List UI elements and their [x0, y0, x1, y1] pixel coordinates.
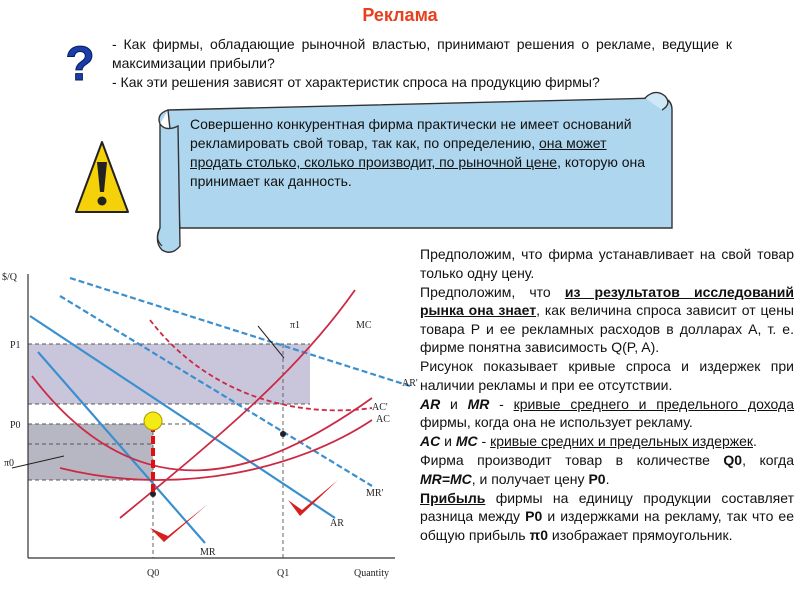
scroll-tail: , которую она принимает как данность.: [190, 154, 646, 189]
question-mark-icon: [60, 38, 100, 84]
para-5: AC и MC - кривые средних и предельных издержек.: [420, 433, 757, 449]
pi1-rectangle: [28, 344, 310, 404]
question-1: - Как фирмы, обладающие рыночной властью, принимают решения о рекламе, ведущие к максимизации прибыли?: [112, 36, 732, 71]
checkmark-icon: [288, 480, 338, 516]
para-3: Рисунок показывает кривые спроса и издержек при наличии рекламы и при ее отсутствии.: [420, 358, 794, 393]
scroll-line-1: Совершенно конкурентная фирма практически не имеет оснований рекламировать свой товар, так как, по определению,: [190, 116, 632, 151]
scroll-underlined: она может продать столько, сколько производит, по рыночной цене: [190, 135, 607, 170]
question-2: - Как эти решения зависят от характеристик спроса на продукцию фирмы?: [112, 74, 600, 90]
label-ar: AR: [330, 518, 344, 529]
para-4: AR и MR - кривые среднего и предельного дохода фирмы, когда она не использует рекламу.: [420, 395, 794, 430]
questions-block: [112, 35, 732, 92]
tick-p0: P0: [10, 420, 21, 431]
tick-q0: Q0: [147, 568, 160, 579]
para-6: Фирма производит товар в количестве Q0, когда MR=MC, и получает цену P0.: [420, 452, 794, 487]
para-1: Предположим, что фирма устанавливает на свой товар только одну цену.: [420, 246, 794, 281]
svg-text:?: ?: [65, 38, 95, 84]
explanation-text: [420, 245, 794, 545]
label-ac-prime: AC': [372, 402, 388, 413]
label-ar-prime: AR': [402, 378, 418, 389]
label-mr-prime: MR': [366, 488, 384, 499]
label-mr: MR: [200, 547, 216, 558]
label-mc: MC: [356, 320, 372, 331]
tick-p1: P1: [10, 340, 21, 351]
para-2: Предположим, что из результатов исследований рынка она знает, как величина спроса зависит от цены товара P и ее рекламных расходов в долларах A, т. е. фирме понятна зависимость Q(P, A).: [420, 283, 794, 355]
price-point: [144, 412, 162, 430]
economics-chart: [0, 258, 420, 600]
scroll-text: [190, 115, 660, 191]
label-ac: AC: [376, 414, 390, 425]
warning-icon: [72, 138, 132, 218]
para-7: Прибыль фирмы на единицу продукции составляет разница между P0 и издержками на рекламу, так что ее общую прибыль π0 изображает прямоугольник.: [420, 489, 794, 543]
x-axis-label: Quantity: [354, 568, 389, 579]
tick-q1: Q1: [277, 568, 290, 579]
slide-title: Реклама: [362, 5, 438, 25]
tick-pi0: π0: [4, 458, 15, 469]
pi0-rectangle: [28, 424, 153, 480]
label-pi1: π1: [290, 320, 301, 331]
y-axis-label: $/Q: [2, 272, 17, 283]
